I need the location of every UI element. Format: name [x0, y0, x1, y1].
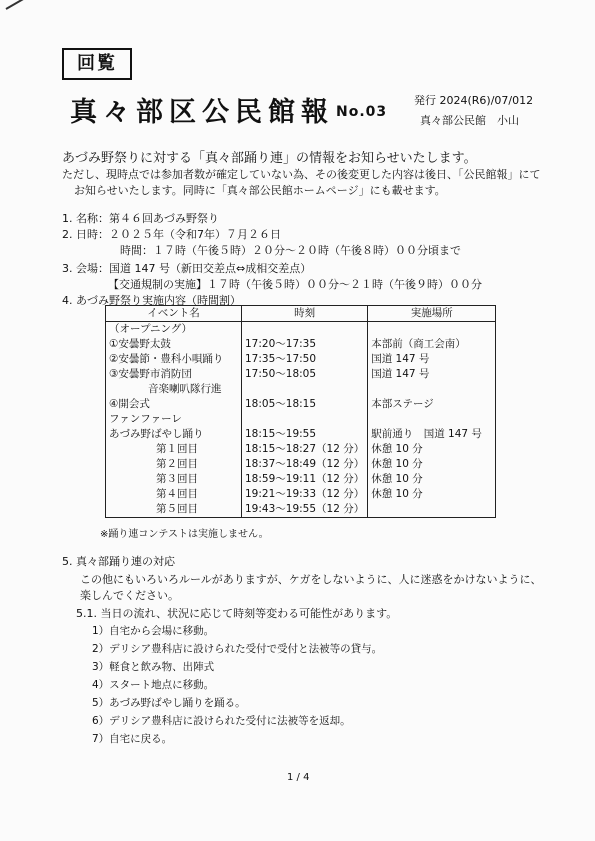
- place-cell: 休憩 10 分: [368, 442, 496, 457]
- event-cell: 第３回目: [106, 472, 242, 487]
- place-cell: 休憩 10 分: [368, 457, 496, 472]
- table-row: [106, 487, 496, 502]
- time-cell: 19:21～19:33（12 分）: [242, 487, 368, 502]
- event-cell: （オープニング）: [106, 322, 242, 338]
- event-cell: ①安曇野太鼓: [106, 337, 242, 352]
- event-cell: 第５回目: [106, 502, 242, 518]
- step-item: 5）あづみ野ばやし踊りを踊る。: [92, 697, 246, 709]
- note-line-1: ただし、現時点では参加者数が確定していない為、その後変更した内容は後日、「公民館報」にて: [62, 168, 541, 181]
- schedule-table: [105, 305, 496, 518]
- time-cell: 19:43～19:55（12 分）: [242, 502, 368, 518]
- time-cell: 17:50～18:05: [242, 367, 368, 382]
- table-row: [106, 427, 496, 442]
- step-item: 7）自宅に戻る。: [92, 733, 173, 745]
- place-cell: 国道 147 号: [368, 352, 496, 367]
- event-cell: ④開会式: [106, 397, 242, 412]
- item-venue: 3. 会場：国道 147 号（新田交差点⇔成相交差点）: [62, 262, 312, 275]
- place-cell: [368, 322, 496, 338]
- event-cell: ③安曇野市消防団: [106, 367, 242, 382]
- page-number: 1 / 4: [287, 772, 310, 783]
- step-item: 1）自宅から会場に移動。: [92, 625, 215, 637]
- table-row: [106, 367, 496, 382]
- table-row: [106, 457, 496, 472]
- section-5-paragraph-2: 楽しんでください。: [80, 589, 179, 602]
- place-cell: 休憩 10 分: [368, 487, 496, 502]
- time-cell: 17:35～17:50: [242, 352, 368, 367]
- place-cell: [368, 382, 496, 397]
- section-5-title: 5. 真々部踊り連の対応: [62, 555, 175, 568]
- place-cell: [368, 412, 496, 427]
- place-cell: 国道 147 号: [368, 367, 496, 382]
- step-item: 4）スタート地点に移動。: [92, 679, 215, 691]
- lead-sentence: あづみ野祭りに対する「真々部踊り連」の情報をお知らせいたします。: [62, 151, 477, 166]
- item-date: 2. 日時：２０２５年（令和7年）７月２６日: [62, 228, 281, 241]
- place-cell: 本部ステージ: [368, 397, 496, 412]
- table-row: [106, 382, 496, 397]
- time-cell: [242, 382, 368, 397]
- time-cell: 18:05～18:15: [242, 397, 368, 412]
- schedule-header-row: [106, 306, 496, 322]
- step-item: 3）軽食と飲み物、出陣式: [92, 661, 215, 673]
- event-cell: 第４回目: [106, 487, 242, 502]
- item-time: 時間：１７時（午後５時）２０分～２０時（午後８時）００分頃まで: [120, 244, 461, 257]
- table-row: [106, 322, 496, 338]
- event-cell: 音楽喇叭隊行進: [106, 382, 242, 397]
- event-cell: あづみ野ばやし踊り: [106, 427, 242, 442]
- table-row: [106, 442, 496, 457]
- place-cell: 休憩 10 分: [368, 472, 496, 487]
- header-time: 時刻: [242, 306, 368, 322]
- header-place: 実施場所: [368, 306, 496, 322]
- section-5-paragraph-1: この他にもいろいろルールがありますが、ケガをしないように、人に迷惑をかけないように、: [80, 573, 542, 586]
- issuer: 真々部公民館 小山: [420, 114, 519, 127]
- table-row: [106, 397, 496, 412]
- event-cell: ファンファーレ: [106, 412, 242, 427]
- table-row: [106, 337, 496, 352]
- event-cell: ②安曇節・豊科小唄踊り: [106, 352, 242, 367]
- table-row: [106, 502, 496, 518]
- header-event: イベント名: [106, 306, 242, 322]
- time-cell: 17:20～17:35: [242, 337, 368, 352]
- item-name: 1. 名称：第４６回あづみ野祭り: [62, 212, 219, 225]
- table-row: [106, 352, 496, 367]
- item-program-title: 4. あづみ野祭り実施内容（時間割）: [62, 294, 241, 307]
- place-cell: [368, 502, 496, 518]
- issue-number: No.03: [336, 104, 388, 120]
- newsletter-title: 真々部区公民館報: [70, 97, 334, 128]
- time-cell: 18:59～19:11（12 分）: [242, 472, 368, 487]
- pen-mark: [6, 0, 28, 10]
- time-cell: [242, 322, 368, 338]
- item-traffic-control: 【交通規制の実施】１７時（午後５時）００分～２１時（午後９時）００分: [108, 278, 482, 291]
- step-item: 6）デリシア豊科店に設けられた受付に法被等を返却。: [92, 715, 351, 727]
- place-cell: 駅前通り 国道 147 号: [368, 427, 496, 442]
- time-cell: 18:15～19:55: [242, 427, 368, 442]
- table-row: [106, 412, 496, 427]
- time-cell: [242, 412, 368, 427]
- issue-date: 発行 2024(R6)/07/012: [414, 94, 534, 107]
- step-item: 2）デリシア豊科店に設けられた受付で受付と法被等の貸与。: [92, 643, 383, 655]
- time-cell: 18:37～18:49（12 分）: [242, 457, 368, 472]
- table-row: [106, 472, 496, 487]
- section-5-1-title: 5.1. 当日の流れ、状況に応じて時刻等変わる可能性があります。: [76, 607, 398, 620]
- time-cell: 18:15～18:27（12 分）: [242, 442, 368, 457]
- event-cell: 第２回目: [106, 457, 242, 472]
- circulation-stamp: 回覧: [62, 48, 132, 80]
- table-note: ※踊り連コンテストは実施しません。: [100, 529, 269, 540]
- place-cell: 本部前（商工会南）: [368, 337, 496, 352]
- note-line-2: お知らせいたします。同時に「真々部公民館ホームページ」にも載せます。: [74, 184, 446, 197]
- event-cell: 第１回目: [106, 442, 242, 457]
